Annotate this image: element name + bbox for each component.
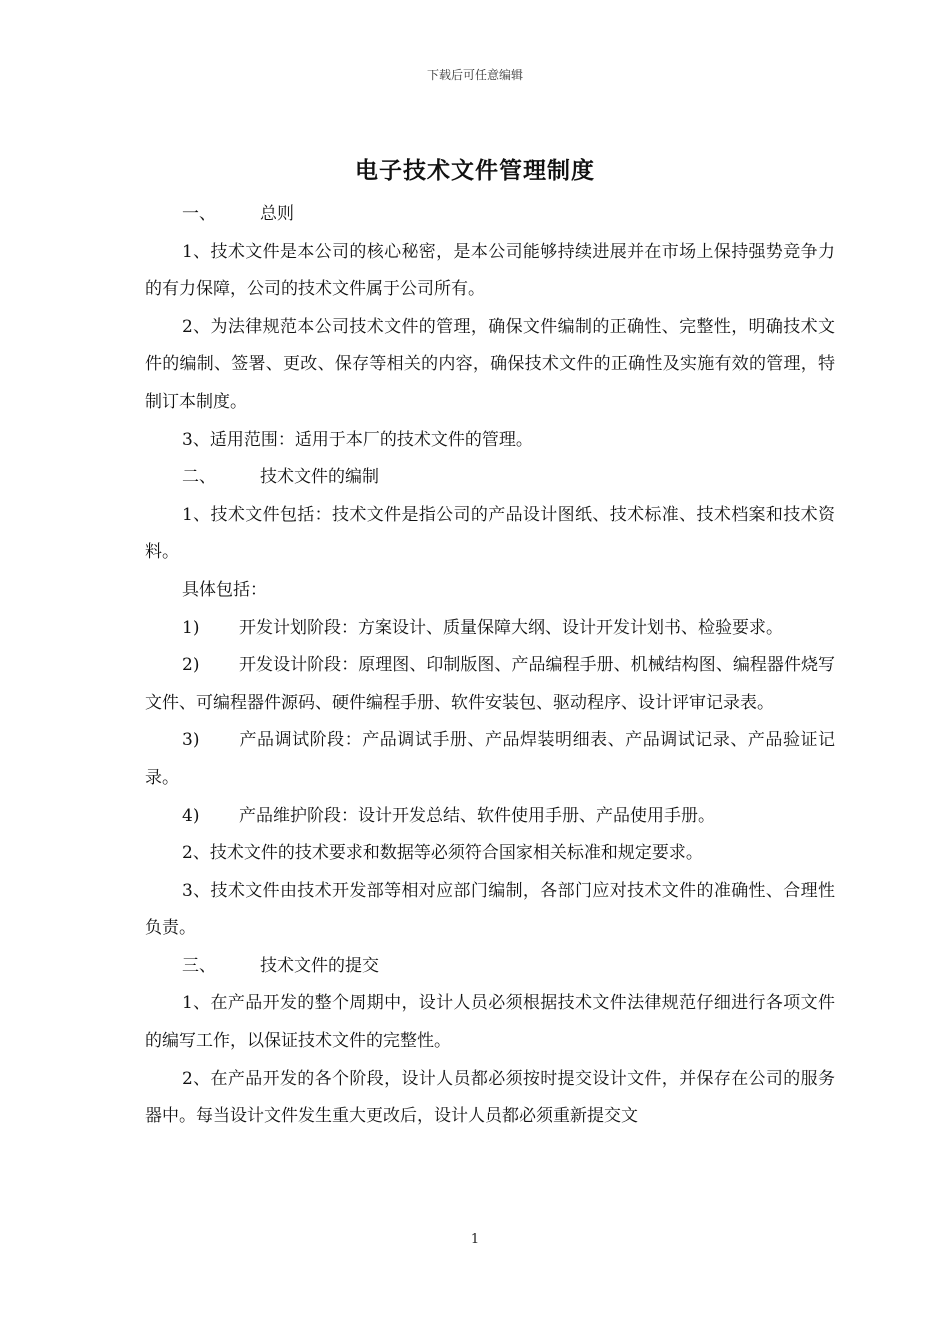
section-heading-2	[145, 459, 835, 497]
section-title: 总则	[260, 204, 294, 224]
section-title: 技术文件的提交	[260, 955, 379, 976]
section-number: 二、	[182, 467, 216, 488]
list-number: 3)	[182, 730, 200, 751]
paragraph: 2、技术文件的技术要求和数据等必须符合国家相关标准和规定要求。	[182, 843, 703, 864]
list-number: 4)	[182, 805, 200, 826]
section-heading-1	[145, 196, 835, 234]
section-heading-3	[145, 948, 835, 986]
list-number: 1)	[182, 617, 200, 638]
paragraph: 1、技术文件是本公司的核心秘密，是本公司能够持续进展并在市场上保持强势竞争力的有力保障，公司的技术文件属于公司所有。	[145, 241, 835, 300]
section-number: 三、	[182, 955, 216, 976]
page-header: 下载后可任意编辑	[426, 68, 523, 82]
list-item	[145, 798, 835, 836]
paragraph: 2、在产品开发的各个阶段，设计人员都必须按时提交设计文件，并保存在公司的服务器中。每当设计文件发生重大更改后，设计人员都必须重新提交文	[145, 1068, 835, 1127]
document-body	[145, 196, 835, 1136]
paragraph: 具体包括：	[182, 579, 267, 600]
paragraph: 3、适用范围：适用于本厂的技术文件的管理。	[182, 429, 533, 450]
list-item	[145, 647, 835, 722]
paragraph: 3、技术文件由技术开发部等相对应部门编制，各部门应对技术文件的准确性、合理性负责。	[145, 880, 835, 939]
list-text: 开发设计阶段：原理图、印制版图、产品编程手册、机械结构图、编程器件烧写文件、可编程器件源码、硬件编程手册、软件安装包、驱动程序、设计评审记录表。	[145, 655, 835, 713]
list-item	[145, 610, 835, 648]
paragraph: 1、在产品开发的整个周期中，设计人员必须根据技术文件法律规范仔细进行各项文件的编写工作，以保证技术文件的完整性。	[145, 993, 835, 1052]
list-item	[145, 722, 835, 797]
list-text: 产品调试阶段：产品调试手册、产品焊装明细表、产品调试记录、产品验证记录。	[145, 730, 835, 788]
list-text: 产品维护阶段：设计开发总结、软件使用手册、产品使用手册。	[239, 805, 715, 826]
section-number: 一、	[182, 204, 216, 224]
section-title: 技术文件的编制	[260, 467, 379, 488]
list-text: 开发计划阶段：方案设计、质量保障大纲、设计开发计划书、检验要求。	[239, 617, 783, 638]
page-number: 1	[470, 1232, 480, 1247]
document-title: 电子技术文件管理制度	[355, 157, 595, 184]
list-number: 2)	[182, 655, 200, 676]
paragraph: 2、为法律规范本公司技术文件的管理，确保文件编制的正确性、完整性，明确技术文件的编制、签署、更改、保存等相关的内容，确保技术文件的正确性及实施有效的管理，特制订本制度。	[145, 316, 835, 412]
paragraph: 1、技术文件包括：技术文件是指公司的产品设计图纸、技术标准、技术档案和技术资料。	[145, 504, 835, 563]
